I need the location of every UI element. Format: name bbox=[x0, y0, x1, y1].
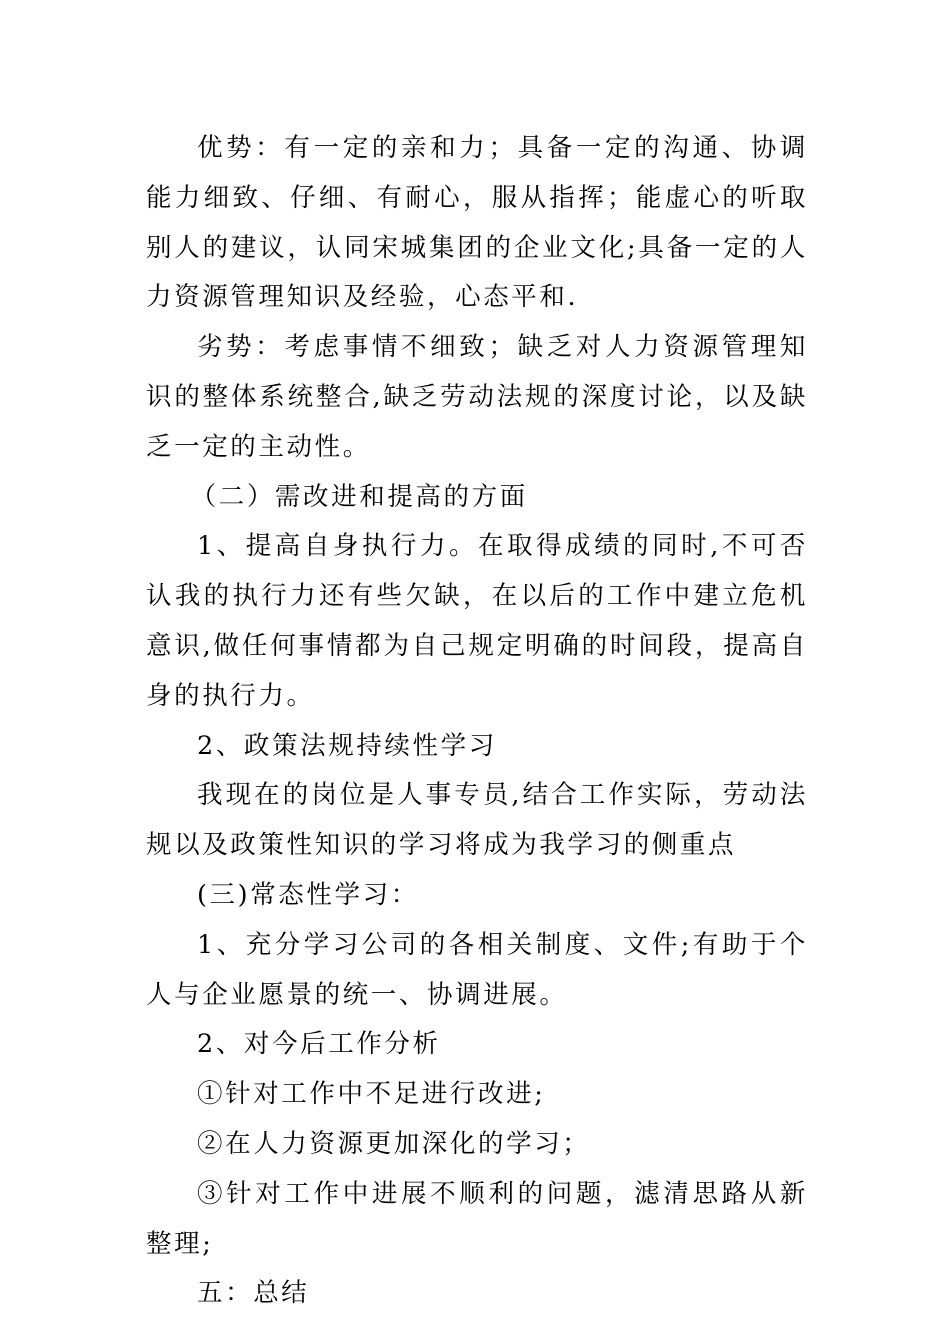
section-heading-summary: 五：总结 bbox=[197, 1278, 310, 1309]
paragraph-future-work-analysis: 2、对今后工作分析 bbox=[197, 1029, 441, 1060]
paragraph-disadvantages: 劣势：考虑事情不细致；缺乏对人力资源管理知识的整体系统整合,缺乏劳动法规的深度讨论，以及缺乏一定的主动性。 bbox=[146, 332, 808, 462]
list-item-improve-shortcomings: ①针对工作中不足进行改进; bbox=[197, 1079, 546, 1110]
paragraph-policy-study-body: 我现在的岗位是人事专员,结合工作实际，劳动法规以及政策性知识的学习将成为我学习的侧重点 bbox=[146, 780, 808, 861]
paragraph-study-company-rules: 1、充分学习公司的各相关制度、文件;有助于个人与企业愿景的统一、协调进展。 bbox=[146, 929, 808, 1010]
list-item-reorganize-issues: ③针对工作中进展不顺利的问题，滤清思路从新整理; bbox=[146, 1178, 808, 1259]
paragraph-improve-execution: 1、提高自身执行力。在取得成绩的同时,不可否认我的执行力还有些欠缺，在以后的工作中建立危机意识,做任何事情都为自己规定明确的时间段，提高自身的执行力。 bbox=[146, 531, 808, 711]
document-body bbox=[146, 124, 808, 1319]
section-heading-routine-study: (三)常态性学习： bbox=[197, 879, 419, 910]
paragraph-policy-study-heading: 2、政策法规持续性学习 bbox=[197, 730, 497, 761]
list-item-deepen-hr-study: ②在人力资源更加深化的学习； bbox=[197, 1128, 591, 1159]
paragraph-advantages: 优势：有一定的亲和力；具备一定的沟通、协调能力细致、仔细、有耐心，服从指挥；能虚心的听取别人的建议，认同宋城集团的企业文化;具备一定的人力资源管理知识及经验，心态平和. bbox=[146, 133, 808, 313]
section-heading-improvements: （二）需改进和提高的方面 bbox=[190, 481, 528, 512]
